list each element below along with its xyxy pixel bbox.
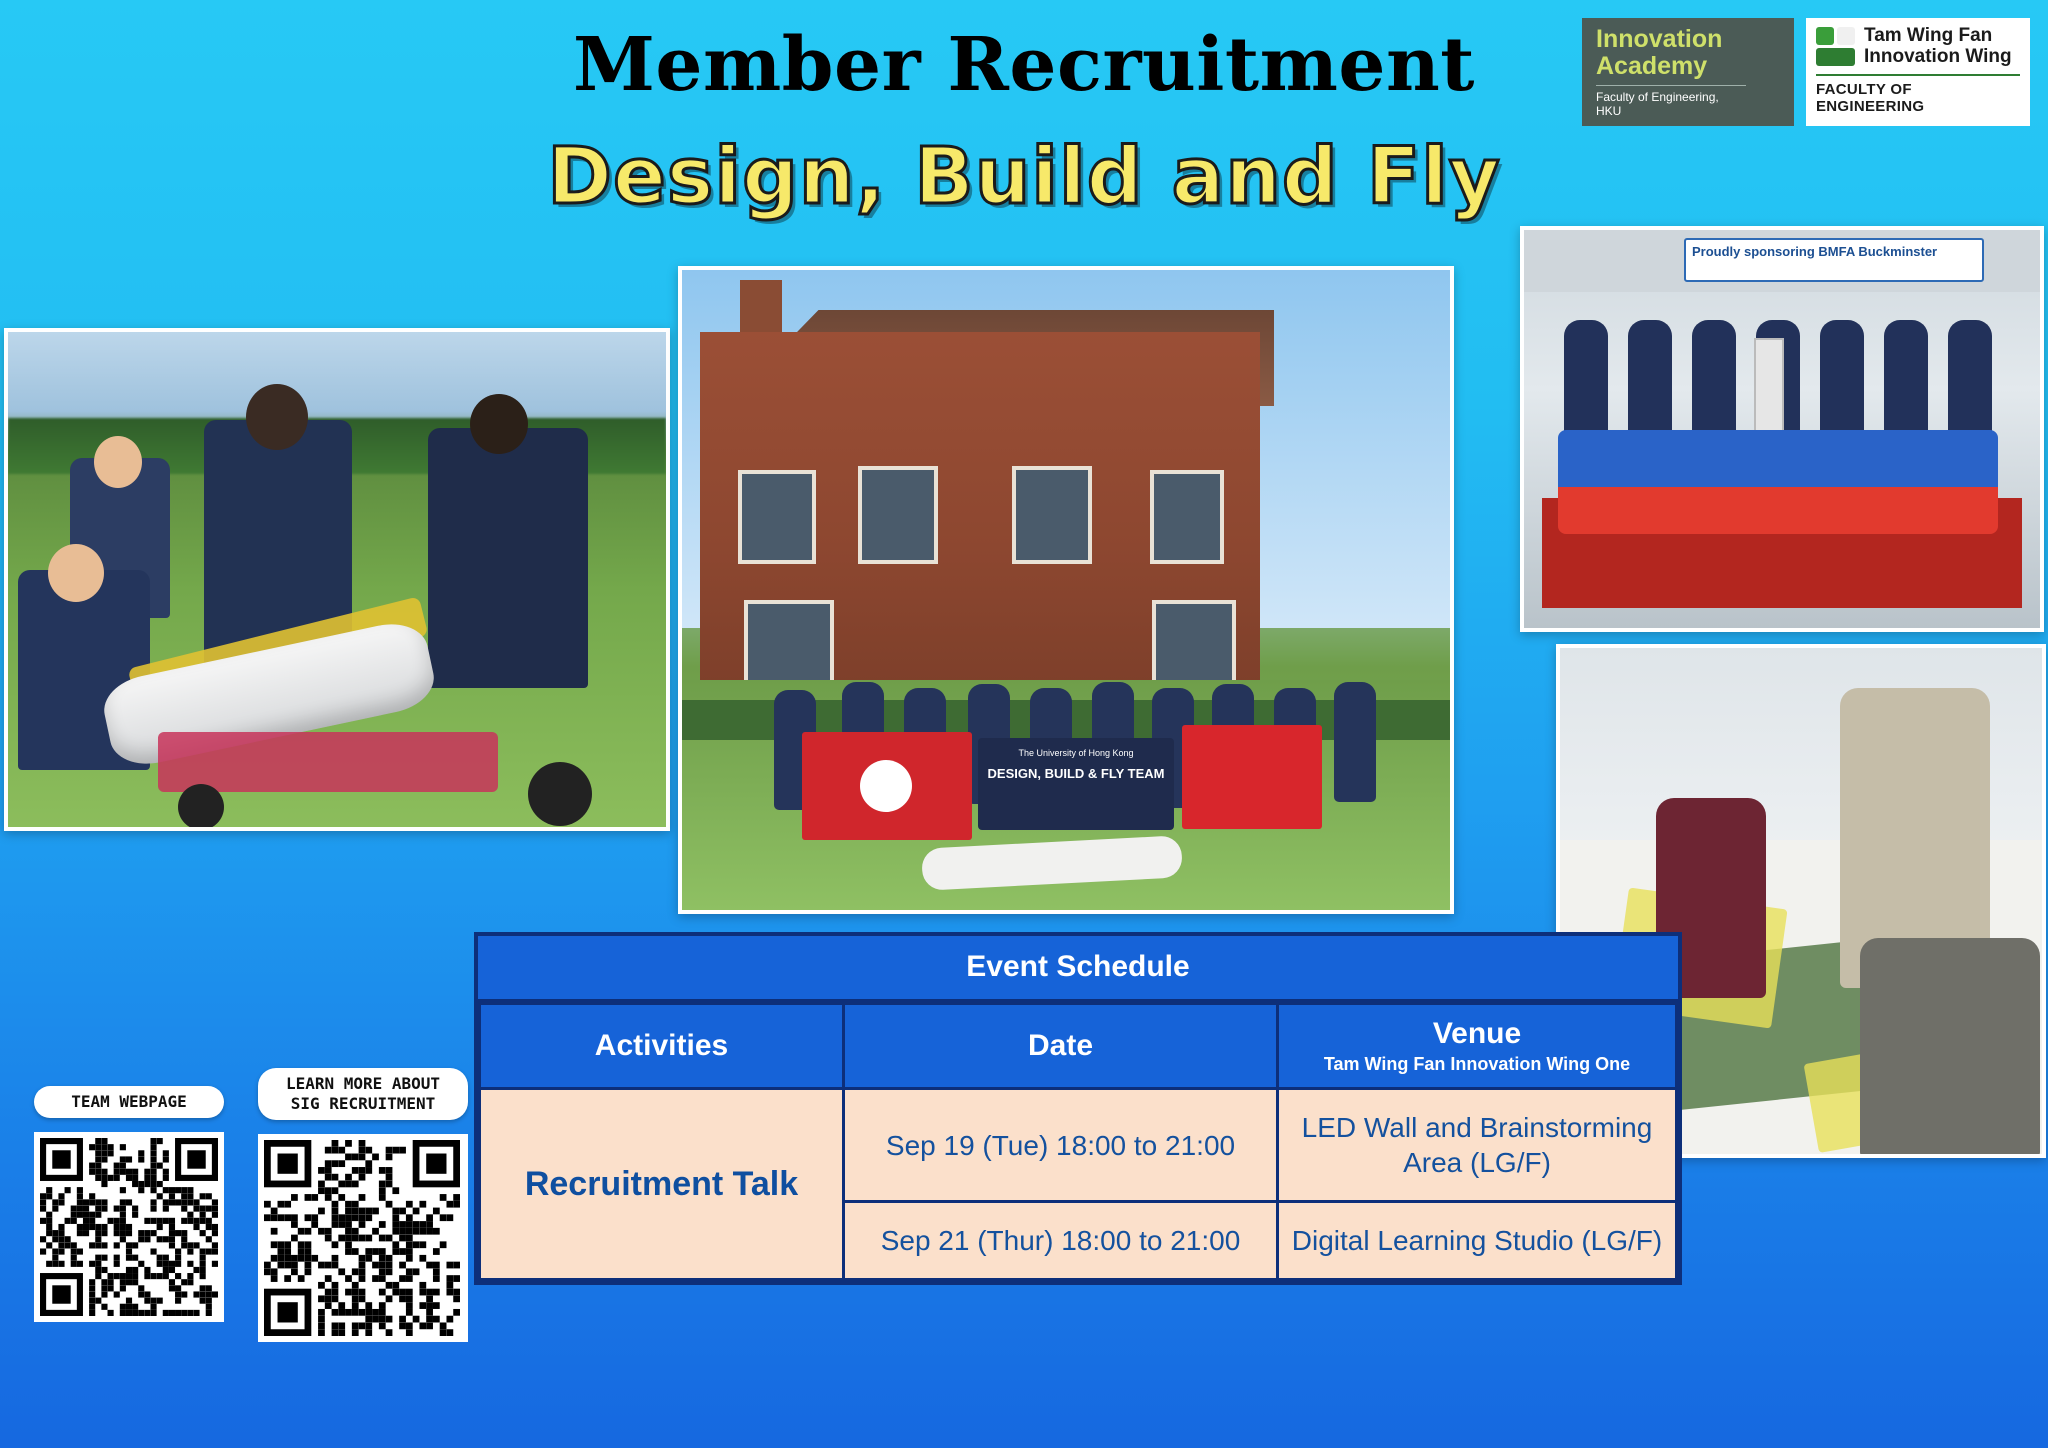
cell-date: Sep 19 (Tue) 18:00 to 21:00 [844, 1089, 1278, 1202]
qr-team-webpage-image[interactable] [34, 1132, 224, 1322]
schedule-header-row [480, 1004, 1677, 1089]
team-banner [978, 738, 1174, 830]
qr-sig-recruitment[interactable] [258, 1068, 468, 1342]
qr-sig-recruitment-label: LEARN MORE ABOUT SIG RECRUITMENT [258, 1068, 468, 1120]
cell-venue: LED Wall and Brainstorming Area (LG/F) [1278, 1089, 1677, 1202]
column-date-label: Date [1027, 1029, 1094, 1062]
team-banner-line1: The University of Hong Kong [1018, 748, 1134, 758]
column-activities-label: Activities [594, 1029, 729, 1062]
cell-venue: Digital Learning Studio (LG/F) [1278, 1202, 1677, 1280]
tam-wing-fan-mark-icon [1816, 27, 1856, 67]
cell-activity: Recruitment Talk [480, 1089, 844, 1280]
innovation-academy-name: Innovation Academy [1596, 25, 1723, 80]
team-banner-line2: DESIGN, BUILD & FLY TEAM [987, 766, 1165, 781]
tam-wing-fan-faculty: FACULTY OF ENGINEERING [1816, 74, 2020, 115]
innovation-academy-faculty: Faculty of Engineering, HKU [1596, 85, 1746, 118]
page-subtitle: Design, Build and Fly [547, 132, 1501, 222]
event-schedule-table [474, 932, 1682, 1285]
table-row [480, 1089, 1677, 1202]
page-title: Member Recruitment [573, 22, 1475, 108]
column-venue-label: Venue [1432, 1017, 1522, 1050]
column-venue [1278, 1004, 1677, 1089]
qr-team-webpage-label: TEAM WEBPAGE [34, 1086, 224, 1118]
tam-wing-fan-name: Tam Wing Fan Innovation Wing [1864, 25, 2012, 67]
tam-wing-fan-logo [1806, 18, 2030, 126]
photo-team-group [678, 266, 1454, 914]
photo-field-assembly [4, 328, 670, 831]
qr-sig-recruitment-image[interactable] [258, 1134, 468, 1342]
photo-competition-team [1520, 226, 2044, 632]
cell-date: Sep 21 (Thur) 18:00 to 21:00 [844, 1202, 1278, 1280]
column-venue-sublabel: Tam Wing Fan Innovation Wing One [1323, 1054, 1631, 1074]
sponsor-sign: Proudly sponsoring BMFA Buckminster [1684, 238, 1984, 282]
qr-team-webpage[interactable] [34, 1086, 224, 1322]
innovation-academy-logo [1582, 18, 1794, 126]
schedule-title: Event Schedule [478, 936, 1678, 1002]
column-activities [480, 1004, 844, 1089]
column-date [844, 1004, 1278, 1089]
